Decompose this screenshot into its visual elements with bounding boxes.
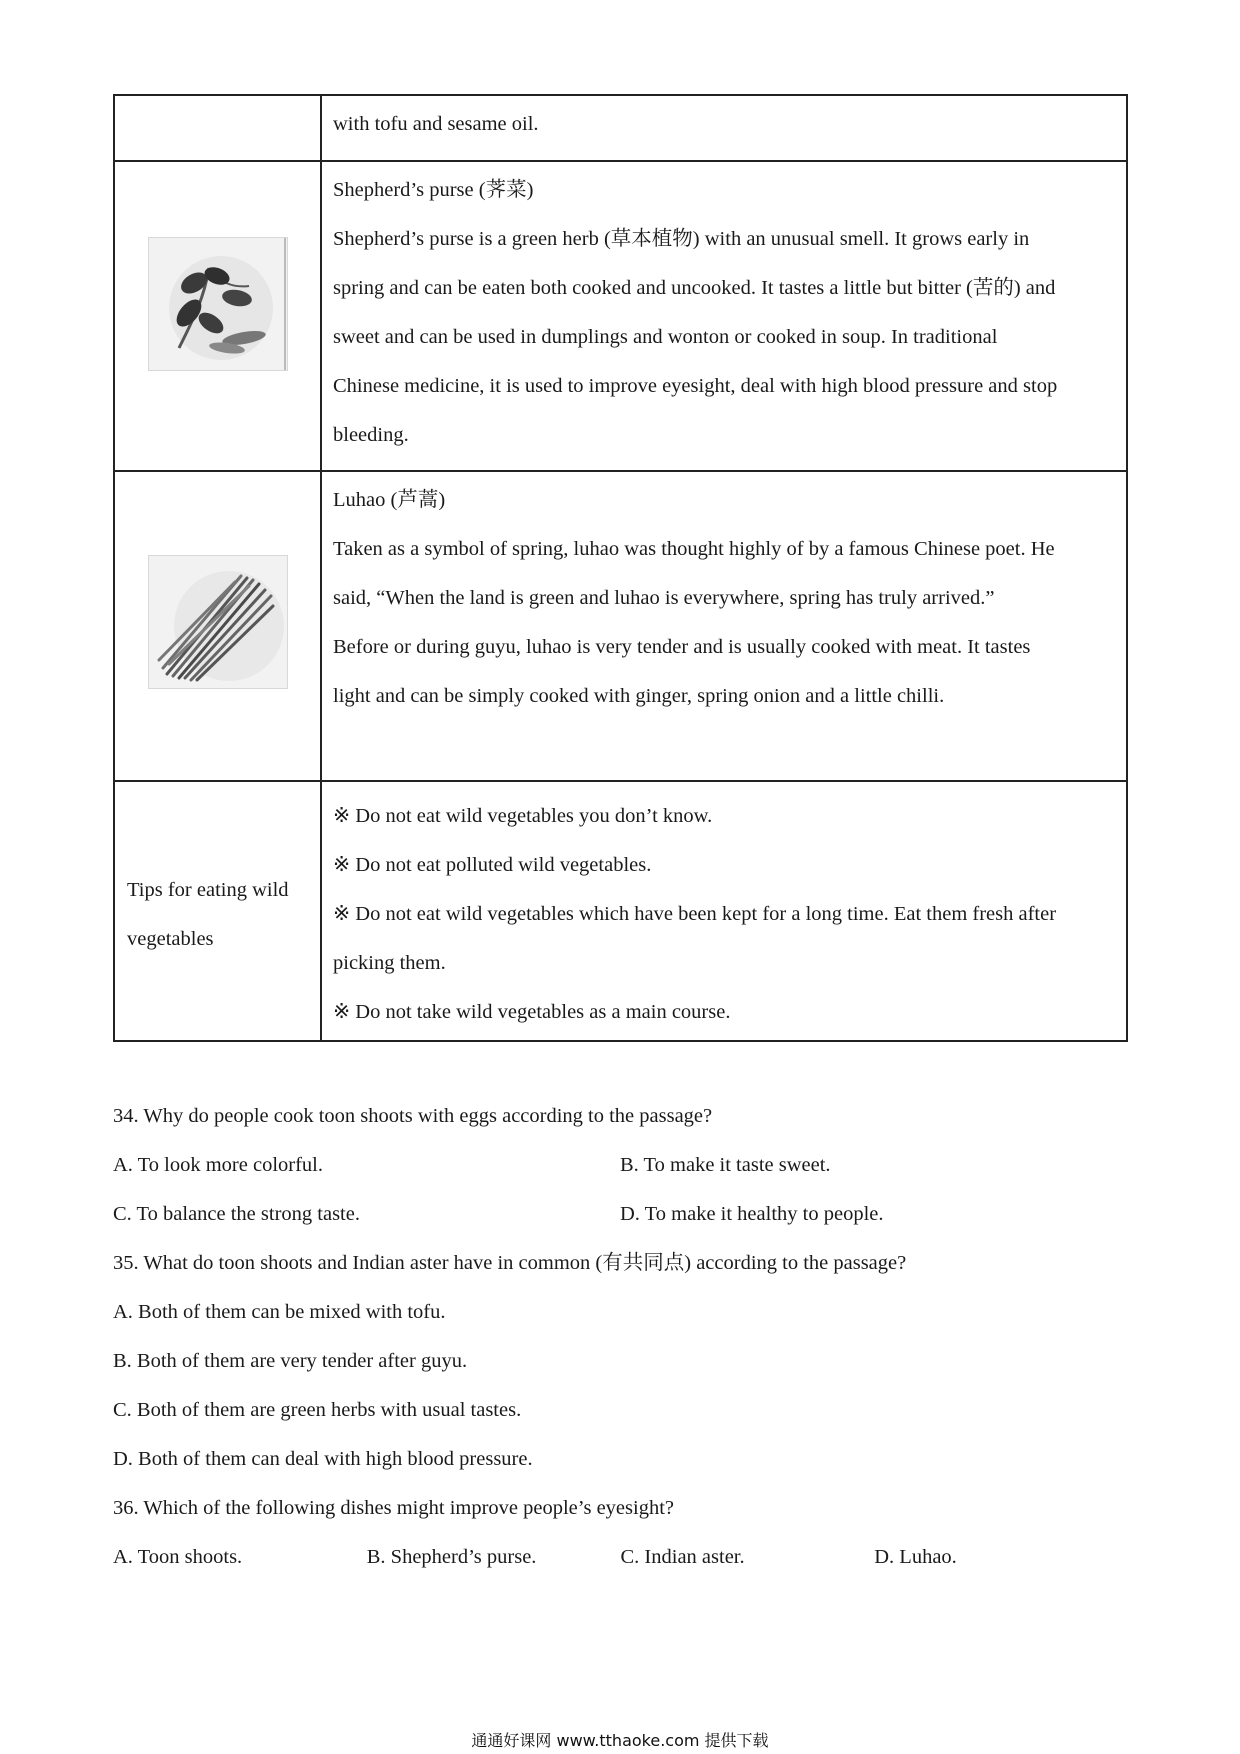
question-35-stem: 35. What do toon shoots and Indian aster have in common (有共同点) according to the passage? bbox=[113, 1252, 907, 1274]
questions-section bbox=[113, 1092, 1128, 1582]
row3-line: Before or during guyu, luhao is very tender and is usually cooked with meat. It tastes bbox=[333, 636, 1031, 658]
option-b: B. To make it taste sweet. bbox=[620, 1154, 831, 1176]
table-row bbox=[114, 95, 1127, 161]
row2-title: Shepherd’s purse (荠菜) bbox=[333, 179, 534, 201]
row3-line: light and can be simply cooked with ginger, spring onion and a little chilli. bbox=[333, 685, 945, 707]
tip-line: ※ Do not take wild vegetables as a main course. bbox=[333, 1001, 731, 1023]
tip-line: ※ Do not eat wild vegetables you don’t know. bbox=[333, 805, 713, 827]
table-row bbox=[114, 161, 1127, 471]
table-cell-image bbox=[114, 471, 321, 781]
option-d: D. To make it healthy to people. bbox=[620, 1203, 884, 1225]
row2-line: Chinese medicine, it is used to improve eyesight, deal with high blood pressure and stop bbox=[333, 375, 1058, 397]
shepherds-purse-photo-icon bbox=[148, 237, 288, 371]
row1-text: with tofu and sesame oil. bbox=[333, 113, 539, 135]
row3-line: said, “When the land is green and luhao is everywhere, spring has truly arrived.” bbox=[333, 587, 995, 609]
question-34-options bbox=[113, 1190, 1128, 1239]
footer-watermark: 通通好课网 www.tthaoke.com 提供下载 bbox=[471, 1731, 769, 1750]
row3-line: Taken as a symbol of spring, luhao was thought highly of by a famous Chinese poet. He bbox=[333, 538, 1055, 560]
table-cell-empty bbox=[114, 95, 321, 161]
question-36-stem: 36. Which of the following dishes might improve people’s eyesight? bbox=[113, 1497, 674, 1519]
tips-label-line: vegetables bbox=[127, 928, 214, 950]
table-cell-text bbox=[321, 161, 1127, 471]
option-c: C. Both of them are green herbs with usual tastes. bbox=[113, 1399, 522, 1421]
wild-vegetables-table bbox=[113, 94, 1128, 1042]
tip-line: ※ Do not eat polluted wild vegetables. bbox=[333, 854, 652, 876]
table-row bbox=[114, 471, 1127, 781]
option-d: D. Both of them can deal with high blood pressure. bbox=[113, 1448, 533, 1470]
option-d: D. Luhao. bbox=[874, 1546, 957, 1568]
row2-line: sweet and can be used in dumplings and wonton or cooked in soup. In traditional bbox=[333, 326, 998, 348]
option-b: B. Shepherd’s purse. bbox=[366, 1546, 537, 1568]
option-b: B. Both of them are very tender after guyu. bbox=[113, 1350, 468, 1372]
tip-line: picking them. bbox=[333, 952, 446, 974]
table-cell-text bbox=[321, 781, 1127, 1041]
option-a: A. To look more colorful. bbox=[113, 1154, 323, 1176]
luhao-photo-icon bbox=[148, 555, 288, 689]
question-36-options bbox=[113, 1533, 1128, 1582]
tips-label-line: Tips for eating wild bbox=[127, 879, 289, 901]
tip-line: ※ Do not eat wild vegetables which have been kept for a long time. Eat them fresh after bbox=[333, 903, 1057, 925]
table-cell-tips-label bbox=[114, 781, 321, 1041]
row2-line: bleeding. bbox=[333, 424, 409, 446]
table-row bbox=[114, 781, 1127, 1041]
table-cell-image bbox=[114, 161, 321, 471]
row3-title: Luhao (芦蒿) bbox=[333, 489, 446, 511]
table-cell-text bbox=[321, 95, 1127, 161]
question-34-stem: 34. Why do people cook toon shoots with eggs according to the passage? bbox=[113, 1105, 713, 1127]
row2-line: spring and can be eaten both cooked and uncooked. It tastes a little but bitter (苦的) and bbox=[333, 277, 1056, 299]
option-a: A. Toon shoots. bbox=[113, 1546, 243, 1568]
option-c: C. Indian aster. bbox=[620, 1546, 745, 1568]
question-34-options bbox=[113, 1141, 1128, 1190]
option-c: C. To balance the strong taste. bbox=[113, 1203, 360, 1225]
table-cell-text bbox=[321, 471, 1127, 781]
option-a: A. Both of them can be mixed with tofu. bbox=[113, 1301, 446, 1323]
row2-line: Shepherd’s purse is a green herb (草本植物) with an unusual smell. It grows early in bbox=[333, 228, 1030, 250]
